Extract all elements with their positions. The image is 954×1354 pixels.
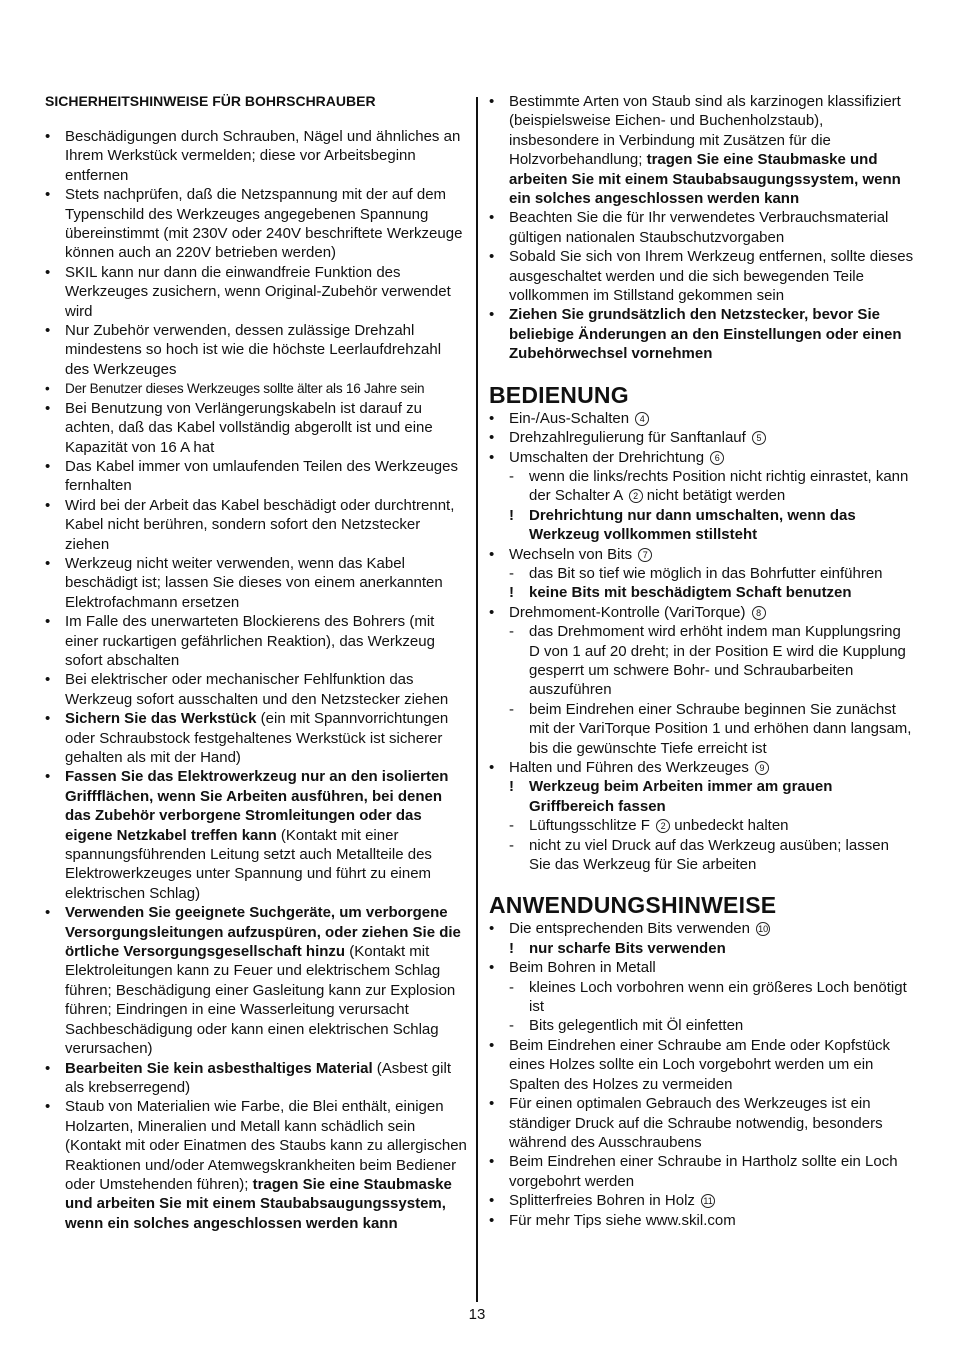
list-item: • Der Benutzer dieses Werkzeuges sollte älter als 16 Jahre sein <box>45 379 467 398</box>
sub-item: - Bits gelegentlich mit Öl einfetten <box>509 1017 744 1035</box>
list-item: • Die entsprechenden Bits verwenden 10 <box>489 919 914 938</box>
anwendung-list <box>489 919 914 938</box>
list-item: • Fassen Sie das Elektrowerkzeug nur an den isolierten Griffflächen, wenn Sie Arbeiten ausführen, bei denen das Zubehör verborgene Stromleitungen oder das eigene Netzkabel treffen kann (Kontakt mit einer spannungsführenden Leitung setzt auch Metallteile des Elektrowerkzeuges unter Spannung und führt zu einem elektrischen Schlag) <box>45 767 467 903</box>
list-item: • Umschalten der Drehrichtung 6 <box>489 448 914 467</box>
right-column <box>489 92 914 1230</box>
list-item: • Ziehen Sie grundsätzlich den Netzstecker, bevor Sie beliebige Änderungen an den Einstellungen oder einen Zubehörwechsel vornehmen <box>489 305 914 363</box>
ref-number: 9 <box>755 761 769 775</box>
list-item: • Staub von Materialien wie Farbe, die Blei enthält, einigen Holzarten, Mineralien und Metall kann schädlich sein (Kontakt mit oder Einatmen des Staubs kann zu allergischen Reaktionen und/oder Atemwegskrankheiten beim Bediener oder Umstehenden führen); tragen Sie eine Staubmaske und arbeiten Sie mit einem Staubabsaugungssystem, wenn ein solches angeschlossen werden kann <box>45 1097 467 1233</box>
list-item: • Halten und Führen des Werkzeuges 9 <box>489 758 914 777</box>
ref-number: 5 <box>752 431 766 445</box>
bedienung-list-part <box>489 603 914 622</box>
list-item: • Bestimmte Arten von Staub sind als karzinogen klassifiziert (beispielsweise Eichen- und Buchenholzstaub), insbesondere in Verbindung mit Zusätzen für die Holzvorbehandlung; tragen Sie eine Staubmaske und arbeiten Sie mit einem Staubabsaugungssystem, wenn ein solches angeschlossen werden kann <box>489 92 914 208</box>
list-item: • Bei elektrischer oder mechanischer Fehlfunktion das Werkzeug sofort ausschalten und den Netzstecker ziehen <box>45 670 467 709</box>
list-item: • Für einen optimalen Gebrauch des Werkzeuges ist ein ständiger Druck auf die Schraube notwendig, besonders während des Ausschraubens <box>489 1094 914 1152</box>
warning-item: ! Werkzeug beim Arbeiten immer am grauen Griffbereich fassen <box>509 778 833 815</box>
safety-list <box>45 127 467 1233</box>
sub-item: - Lüftungsschlitze F 2 unbedeckt halten <box>509 817 789 835</box>
list-item: • Bearbeiten Sie kein asbesthaltiges Material (Asbest gilt als krebserregend) <box>45 1059 467 1098</box>
safety-list-continued <box>489 92 914 364</box>
list-item: • Sichern Sie das Werkstück (ein mit Spannvorrichtungen oder Schraubstock festgehaltenes Werkstück ist sicherer gehalten als mit der Hand) <box>45 709 467 767</box>
list-item: • Für mehr Tips siehe www.skil.com <box>489 1211 914 1230</box>
ref-number: 2 <box>656 819 670 833</box>
ref-number: 2 <box>629 489 643 503</box>
warning-item: ! nur scharfe Bits verwenden <box>509 939 726 957</box>
left-column <box>45 92 467 1233</box>
ref-number: 4 <box>635 412 649 426</box>
ref-number: 7 <box>638 548 652 562</box>
sub-item: - das Drehmoment wird erhöht indem man Kupplungsring D von 1 auf 20 dreht; in der Position E wird die Kupplung gesperrt um schwere Bohr- und Schraubarbeiten auszuführen <box>509 623 906 699</box>
list-item: • Stets nachprüfen, daß die Netzspannung mit der auf dem Typenschild des Werkzeuges angegebenen Spannung übereinstimmt (mit 230V oder 240V beschriftete Werkzeuge können auch an 220V betrieben werden) <box>45 185 467 263</box>
list-item: • Sobald Sie sich von Ihrem Werkzeug entfernen, sollte dieses ausgeschaltet werden und die sich bewegenden Teile vollkommen im Stillstand gekommen sein <box>489 247 914 305</box>
list-item: • SKIL kann nur dann die einwandfreie Funktion des Werkzeuges zusichern, wenn Original-Zubehör verwendet wird <box>45 263 467 321</box>
list-item: • Splitterfreies Bohren in Holz 11 <box>489 1191 914 1210</box>
list-item: • Beachten Sie die für Ihr verwendetes Verbrauchsmaterial gültigen nationalen Staubschutzvorgaben <box>489 208 914 247</box>
list-item: • Verwenden Sie geeignete Suchgeräte, um verborgene Versorgungsleitungen aufzuspüren, oder ziehen Sie die örtliche Versorgungsgesellschaft hinzu (Kontakt mit Elektroleitungen kann zu Feuer und elektrischem Schlag führen; Beschädigung einer Gasleitung kann zur Explosion führen; Eindringen in eine Wasserleitung verursacht Sachbeschädigung oder kann einen elektrischen Schlag verursachen) <box>45 903 467 1058</box>
anwendung-heading: ANWENDUNGSHINWEISE <box>489 892 777 919</box>
list-item: • Wird bei der Arbeit das Kabel beschädigt oder durchtrennt, Kabel nicht berühren, sondern sofort den Netzstecker ziehen <box>45 496 467 554</box>
bedienung-list-part <box>489 545 914 564</box>
bedienung-heading: BEDIENUNG <box>489 381 629 408</box>
list-item: • Beim Eindrehen einer Schraube in Hartholz sollte ein Loch vorgebohrt werden <box>489 1152 914 1191</box>
sub-item: - kleines Loch vorbohren wenn ein größeres Loch benötigt ist <box>509 978 907 1016</box>
anwendung-list-part <box>489 958 914 977</box>
list-item: • Drehmoment-Kontrolle (VariTorque) 8 <box>489 603 914 622</box>
ref-number: 8 <box>752 606 766 620</box>
safety-heading: SICHERHEITSHINWEISE FÜR BOHRSCHRAUBER <box>45 93 376 109</box>
sub-item: - beim Eindrehen einer Schraube beginnen Sie zunächst mit der VariTorque Position 1 und erhöhen dann langsam, bis die gewünschte Tiefe erreicht ist <box>509 700 912 757</box>
list-item: • Beschädigungen durch Schrauben, Nägel und ähnliches an Ihrem Werkstück vermelden; diese vor Arbeitsbeginn entfernen <box>45 127 467 185</box>
list-item: • Nur Zubehör verwenden, dessen zulässige Drehzahl mindestens so hoch ist wie die höchste Leerlaufdrehzahl des Werkzeuges <box>45 321 467 379</box>
warning-item: ! Drehrichtung nur dann umschalten, wenn das Werkzeug vollkommen stillsteht <box>509 506 856 544</box>
list-item: • Drehzahlregulierung für Sanftanlauf 5 <box>489 428 914 447</box>
list-item: • Das Kabel immer von umlaufenden Teilen des Werkzeuges fernhalten <box>45 457 467 496</box>
sub-item: - nicht zu viel Druck auf das Werkzeug ausüben; lassen Sie das Werkzeug für Sie arbeiten <box>509 836 889 874</box>
anwendung-list-part <box>489 1036 914 1230</box>
list-item: • Beim Bohren in Metall <box>489 958 914 977</box>
bedienung-list <box>489 409 914 467</box>
list-item: • Bei Benutzung von Verlängerungskabeln ist darauf zu achten, daß das Kabel vollständig abgerollt ist und eine Kapazität von 16 A hat <box>45 399 467 457</box>
column-divider <box>476 97 478 1302</box>
warning-item: ! keine Bits mit beschädigtem Schaft benutzen <box>509 584 852 602</box>
ref-number: 10 <box>758 924 769 935</box>
bedienung-list-part <box>489 758 914 777</box>
page-number: 13 <box>468 1306 486 1323</box>
list-item: • Ein-/Aus-Schalten 4 <box>489 409 914 428</box>
list-item: • Beim Eindrehen einer Schraube am Ende oder Kopfstück eines Holzes sollte ein Loch vorgebohrt werden um ein Spalten des Holzes zu vermeiden <box>489 1036 914 1094</box>
sub-item: - wenn die links/rechts Position nicht richtig einrastet, kann der Schalter A 2 nicht betätigt werden <box>509 467 909 505</box>
ref-number: 11 <box>701 1194 715 1208</box>
list-item: • Im Falle des unerwarteten Blockierens des Bohrers (mit einer ruckartigen gefährlichen Reaktion), das Werkzeug sofort abschalten <box>45 612 467 670</box>
list-item: • Wechseln von Bits 7 <box>489 545 914 564</box>
list-item: • Werkzeug nicht weiter verwenden, wenn das Kabel beschädigt ist; lassen Sie dieses von einem anerkannten Elektrofachmann ersetzen <box>45 554 467 612</box>
ref-number: 6 <box>710 451 724 465</box>
sub-item: - das Bit so tief wie möglich in das Bohrfutter einführen <box>509 564 883 582</box>
